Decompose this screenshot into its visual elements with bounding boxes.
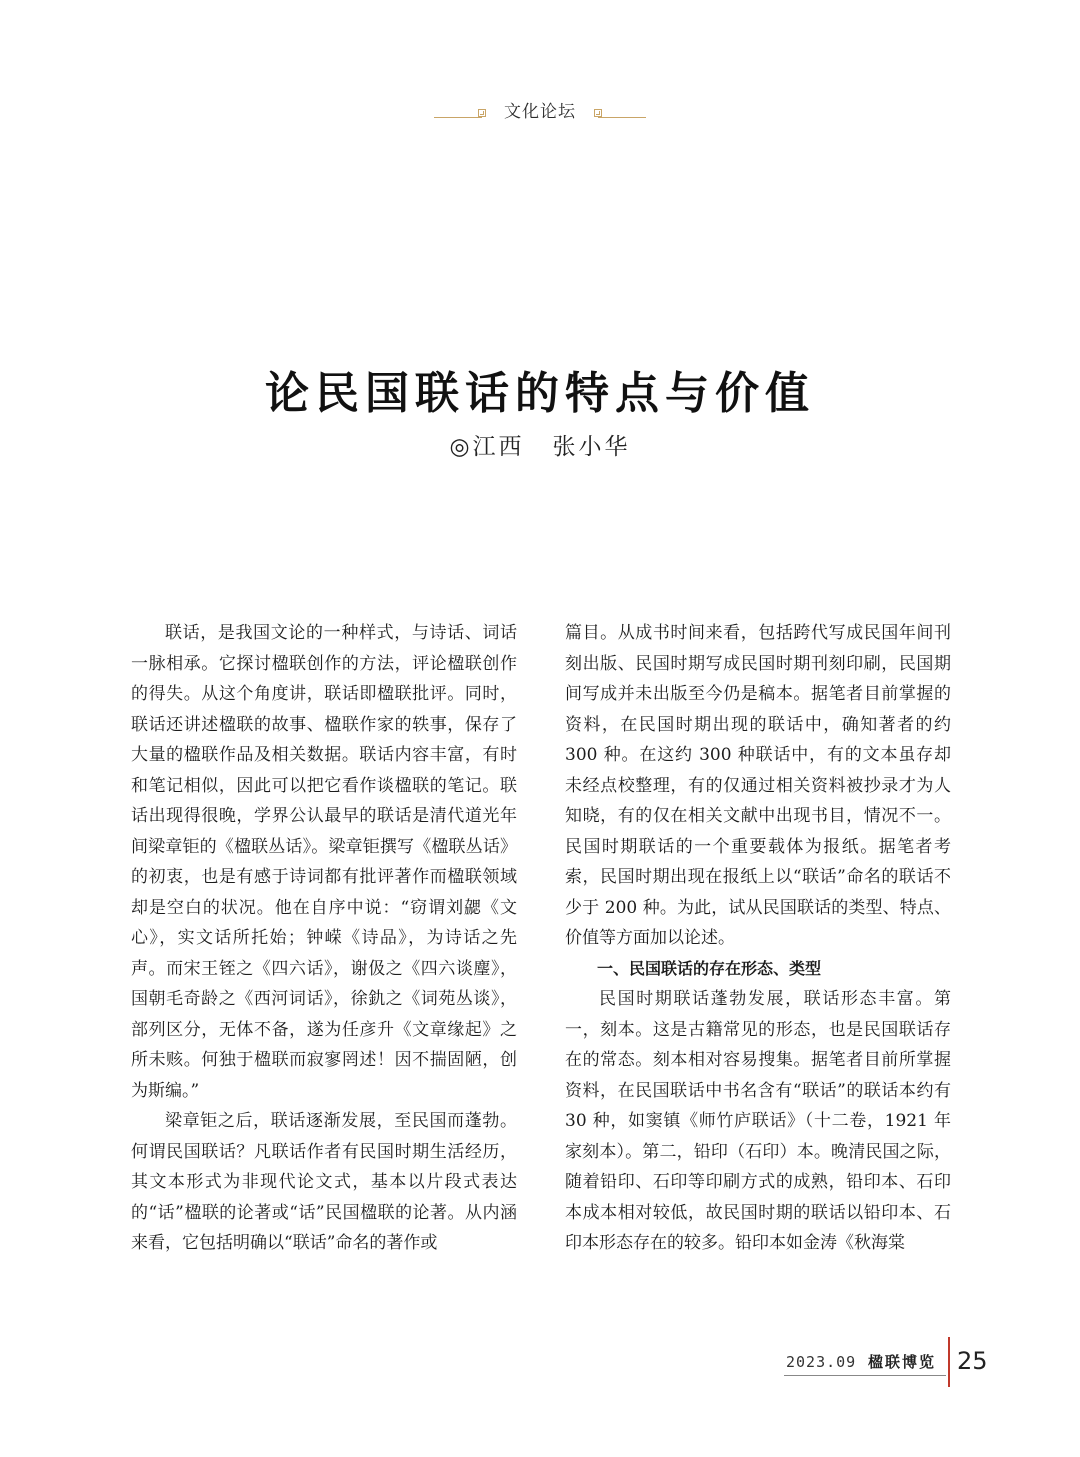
section-label: 文化论坛 (504, 102, 576, 122)
section-heading: 一、民国联话的存在形态、类型 (597, 958, 822, 978)
footer-rule (784, 1375, 946, 1376)
byline-author: 张小华 (552, 434, 631, 460)
header-ornament-right-icon (594, 109, 602, 117)
paragraph: 民国时期联话蓬勃发展，联话形态丰富。第一，刻本。这是古籍常见的形态，也是民国联话存在的常态。刻本相对容易搜集。据笔者目前所掌握资料，在民国联话中书名含有“联话”的联话本约有 30 种，如窦镇《师竹庐联话》（十二卷，1921 年家刻本）。第二，铅印（石印）本。晚清民国之际，随着铅印、石印等印刷方式的成熟，铅印本、石印本成本相对较低，故民国时期的联话以铅印本、石印本形态存在的较多。铅印本如金涛《秋海棠 (565, 989, 951, 1253)
byline-region: ◎江西 (449, 434, 525, 460)
issue-date: 2023.09 (786, 1353, 857, 1371)
header-ornament-left-icon (478, 109, 486, 117)
paragraph: 梁章钜之后，联话逐渐发展，至民国而蓬勃。何谓民国联话？凡联话作者有民国时期生活经历，其文本形式为非现代论文式，基本以片段式表达的“话”楹联的论著或“话”民国楹联的论著。从内涵来看，它包括明确以“联话”命名的著作或 (131, 1111, 517, 1253)
right-column (565, 618, 951, 1259)
footer-accent-bar (948, 1337, 950, 1387)
paragraph: 联话，是我国文论的一种样式，与诗话、词话一脉相承。它探讨楹联创作的方法，评论楹联创作的得失。从这个角度讲，联话即楹联批评。同时，联话还讲述楹联的故事、楹联作家的轶事，保存了大量的楹联作品及相关数据。联话内容丰富，有时和笔记相似，因此可以把它看作谈楹联的笔记。联话出现得很晚，学界公认最早的联话是清代道光年间梁章钜的《楹联丛话》。梁章钜撰写《楹联丛话》的初衷，也是有感于诗词都有批评著作而楹联领域却是空白的状况。他在自序中说：“窃谓刘勰《文心》，实文话所托始；钟嵘《诗品》，为诗话之先声。而宋王铚之《四六话》，谢伋之《四六谈麈》，国朝毛奇龄之《西河词话》，徐釚之《词苑丛谈》，部列区分，无体不备，遂为任彦升《文章缘起》之所未赅。何独于楹联而寂寥罔述！因不揣固陋，创为斯编。” (131, 623, 517, 1101)
page-number: 25 (957, 1347, 988, 1375)
left-column (131, 618, 517, 1259)
paragraph-continued: 篇目。从成书时间来看，包括跨代写成民国年间刊刻出版、民国时期写成民国时期刊刻印刷，民国期间写成并未出版至今仍是稿本。据笔者目前掌握的资料，在民国时期出现的联话中，确知著者的约 300 种。在这约 300 种联话中，有的文本虽存却未经点校整理，有的仅通过相关资料被抄录才为人知晓，有的仅在相关文献中出现书目，情况不一。民国时期联话的一个重要载体为报纸。据笔者考索，民国时期出现在报纸上以“联话”命名的联话不少于 200 种。为此，试从民国联话的类型、特点、价值等方面加以论述。 (565, 623, 951, 948)
section-header (0, 100, 1080, 124)
header-rule-right (598, 117, 646, 118)
magazine-name: 楹联博览 (868, 1353, 937, 1371)
article-title: 论民国联话的特点与价值 (265, 368, 815, 420)
byline (0, 430, 1080, 464)
header-rule-left (434, 117, 482, 118)
